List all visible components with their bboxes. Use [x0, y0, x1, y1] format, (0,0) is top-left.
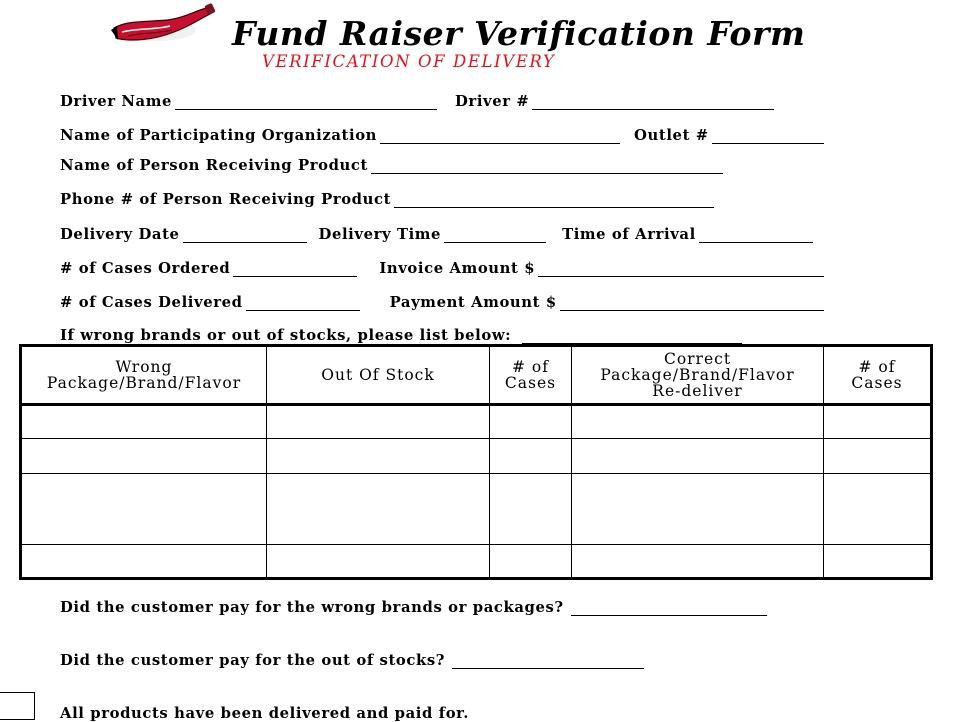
- cases-ordered-row: [60, 255, 824, 277]
- paid-wrong-field[interactable]: [571, 601, 767, 616]
- all-delivered-row: [60, 700, 469, 722]
- table-cell[interactable]: [490, 404, 572, 438]
- driver-row: [60, 88, 774, 110]
- paid-out-of-stock-row: [60, 647, 644, 669]
- receiver-phone-row: [60, 186, 714, 208]
- table-row: [21, 544, 932, 578]
- table-row: [21, 438, 932, 473]
- table-cell[interactable]: [572, 544, 824, 578]
- table-cell[interactable]: [267, 544, 490, 578]
- table-cell[interactable]: [267, 438, 490, 473]
- cases-delivered-field[interactable]: [246, 296, 360, 311]
- organization-row: [60, 122, 824, 144]
- header-cases-2: # of Cases: [824, 346, 932, 405]
- delivery-time-field[interactable]: [444, 228, 546, 243]
- paid-wrong-question: Did the customer pay for the wrong brands or packages?: [60, 599, 564, 616]
- table-cell[interactable]: [490, 474, 572, 545]
- table-cell[interactable]: [267, 474, 490, 545]
- delivery-time-label: Delivery Time: [318, 226, 442, 243]
- header-wrong-package: Wrong Package/Brand/Flavor: [21, 346, 267, 405]
- driver-number-field[interactable]: [532, 95, 774, 110]
- table-row: [21, 474, 932, 545]
- organization-label: Name of Participating Organization: [60, 127, 378, 144]
- delivery-times-row: [60, 221, 813, 243]
- organization-field[interactable]: [380, 129, 620, 144]
- form-subtitle: VERIFICATION OF DELIVERY: [262, 52, 556, 71]
- payment-amount-field[interactable]: [560, 296, 824, 311]
- cases-delivered-label: # of Cases Delivered: [60, 294, 243, 311]
- outlet-number-field[interactable]: [712, 129, 824, 144]
- header-out-of-stock: Out Of Stock: [267, 346, 490, 405]
- receiver-phone-label: Phone # of Person Receiving Product: [60, 191, 392, 208]
- table-cell[interactable]: [21, 404, 267, 438]
- table-cell[interactable]: [824, 404, 932, 438]
- wrong-brands-field[interactable]: [522, 329, 742, 344]
- arrival-time-field[interactable]: [699, 228, 813, 243]
- driver-number-label: Driver #: [455, 93, 530, 110]
- cases-ordered-field[interactable]: [233, 262, 357, 277]
- receiver-phone-field[interactable]: [394, 193, 714, 208]
- receiver-name-label: Name of Person Receiving Product: [60, 157, 368, 174]
- bottle-logo-icon: [108, 0, 226, 48]
- wrong-brands-row: [60, 322, 742, 344]
- table-cell[interactable]: [572, 404, 824, 438]
- cases-ordered-label: # of Cases Ordered: [60, 260, 231, 277]
- header-correct-package: Correct Package/Brand/Flavor Re-deliver: [572, 346, 824, 405]
- table-cell[interactable]: [824, 474, 932, 545]
- cases-delivered-row: [60, 289, 824, 311]
- table-cell[interactable]: [572, 474, 824, 545]
- form-title: Fund Raiser Verification Form: [232, 14, 806, 53]
- table-row: [21, 404, 932, 438]
- paid-out-of-stock-question: Did the customer pay for the out of stocks?: [60, 652, 446, 669]
- table-cell[interactable]: [824, 544, 932, 578]
- paid-out-of-stock-field[interactable]: [452, 654, 644, 669]
- table-cell[interactable]: [572, 438, 824, 473]
- receiver-name-field[interactable]: [371, 159, 723, 174]
- discrepancy-table: [19, 344, 933, 580]
- driver-name-field[interactable]: [175, 95, 437, 110]
- table-cell[interactable]: [824, 438, 932, 473]
- outlet-number-label: Outlet #: [634, 127, 709, 144]
- table-cell[interactable]: [21, 438, 267, 473]
- all-delivered-statement: All products have been delivered and paid for.: [60, 705, 469, 722]
- invoice-amount-field[interactable]: [538, 262, 824, 277]
- arrival-time-label: Time of Arrival: [562, 226, 696, 243]
- receiver-name-row: [60, 152, 723, 174]
- table-cell[interactable]: [490, 544, 572, 578]
- invoice-amount-label: Invoice Amount $: [379, 260, 536, 277]
- table-cell[interactable]: [21, 474, 267, 545]
- table-header-row: [21, 346, 932, 405]
- payment-amount-label: Payment Amount $: [389, 294, 557, 311]
- wrong-brands-prompt: If wrong brands or out of stocks, please list below:: [60, 327, 512, 344]
- driver-name-label: Driver Name: [60, 93, 172, 110]
- table-cell[interactable]: [21, 544, 267, 578]
- table-cell[interactable]: [490, 438, 572, 473]
- all-delivered-checkbox[interactable]: [0, 692, 35, 720]
- delivery-date-label: Delivery Date: [60, 226, 180, 243]
- delivery-date-field[interactable]: [183, 228, 307, 243]
- header-cases-1: # of Cases: [490, 346, 572, 405]
- table-cell[interactable]: [267, 404, 490, 438]
- paid-wrong-row: [60, 594, 767, 616]
